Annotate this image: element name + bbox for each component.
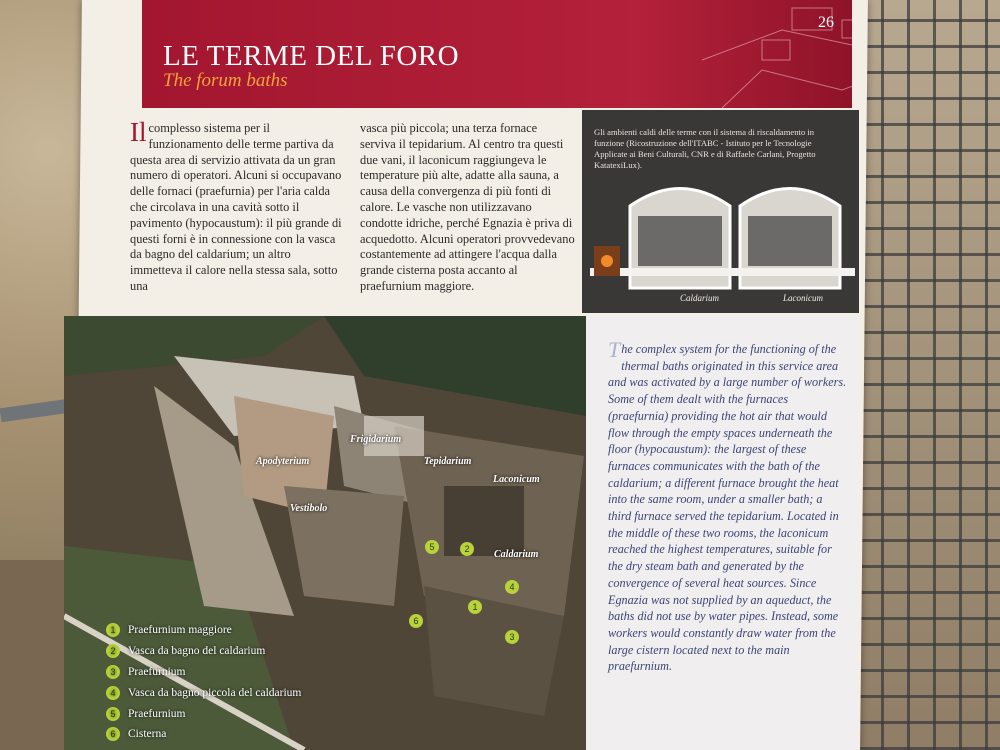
legend-item bbox=[106, 620, 366, 641]
reconstruction-caption: Gli ambienti caldi delle terme con il sistema di riscaldamento in funzione (Ricostruzione dell'ITABC - Istituto per le Tecnologie Applicate ai Beni Culturali, CNR e di Raffaele Carlani, Progetto KatatexiLux). bbox=[594, 127, 816, 170]
legend-item-label: Vasca da bagno piccola del caldarium bbox=[128, 686, 302, 699]
reconstruction-label-laconicum: Laconicum bbox=[783, 293, 823, 303]
legend bbox=[106, 620, 366, 745]
page-number: 26 bbox=[818, 14, 834, 31]
english-text-body: he complex system for the functioning of the thermal baths originated in this service area and was activated by a large number of workers. Some of them dealt with the furnaces (praefurnia) providing the hot air that would flow through the empty spaces underneath the floor (hypocaustum): the largest of these furnaces communicates with the bath of the caldarium; a different furnace brought the heat into the same room, under a smaller bath; a third furnace served the tepidarium. Located in the middle of these two rooms, the laconicum reached the highest temperatures, suitable for the dry steam bath and generated by the convergence of several heat sources. Since Egnazia was not supplied by an aqueduct, the baths did not use by water pipes. Instead, some workers would constantly draw water from the large cistern located next to the main praefurnium. bbox=[608, 342, 847, 674]
map-pin-6: 6 bbox=[409, 614, 423, 628]
reconstruction-cross-section bbox=[590, 176, 855, 294]
aerial-label-tepidarium: Tepidarium bbox=[424, 456, 472, 467]
legend-item bbox=[106, 724, 366, 745]
map-pin-5: 5 bbox=[425, 540, 439, 554]
aerial-label-frigidarium: Frigidarium bbox=[350, 434, 402, 445]
italian-drop-cap: Il bbox=[130, 117, 147, 147]
aerial-label-apodyterium: Apodyterium bbox=[256, 456, 310, 467]
legend-item bbox=[106, 682, 366, 703]
english-drop-cap: T bbox=[608, 337, 621, 362]
legend-item bbox=[106, 703, 366, 724]
legend-number-badge: 1 bbox=[106, 623, 120, 637]
map-pin-3: 3 bbox=[505, 630, 519, 644]
aerial-label-caldarium: Caldarium bbox=[494, 549, 539, 560]
italian-text-column-1 bbox=[130, 117, 342, 295]
legend-number-badge: 2 bbox=[106, 644, 120, 658]
page-title: LE TERME DEL FORO bbox=[163, 40, 460, 72]
legend-number-badge: 6 bbox=[106, 727, 120, 741]
legend-item-label: Vasca da bagno del caldarium bbox=[128, 645, 266, 658]
legend-item-label: Cisterna bbox=[128, 728, 167, 741]
italian-text-col1-body: complesso sistema per il funzionamento delle terme partiva da questa area di servizio attivata da un gran numero di operatori. Alcuni si occupavano delle fornaci (praefurnia) per l'aria calda che circolava in una cavità sotto il pavimento (hypocaustum): il più grande di questi forni è in connessione con la vasca da bagno del caldarium; un altro immetteva il calore nella stessa sala, sotto una bbox=[130, 121, 342, 293]
legend-item bbox=[106, 641, 366, 662]
map-pin-2: 2 bbox=[460, 542, 474, 556]
aerial-label-laconicum: Laconicum bbox=[493, 474, 540, 485]
legend-number-badge: 3 bbox=[106, 665, 120, 679]
metal-railing bbox=[855, 0, 1000, 750]
legend-number-badge: 5 bbox=[106, 707, 120, 721]
legend-item bbox=[106, 662, 366, 683]
map-pin-1: 1 bbox=[468, 600, 482, 614]
reconstruction-label-caldarium: Caldarium bbox=[680, 293, 720, 303]
legend-number-badge: 4 bbox=[106, 686, 120, 700]
legend-item-label: Praefurnium maggiore bbox=[128, 624, 232, 637]
aerial-label-vestibolo: Vestibolo bbox=[290, 503, 328, 514]
legend-item-label: Praefurnium bbox=[128, 707, 186, 720]
italian-text-column-2: vasca più piccola; una terza fornace serviva il tepidarium. Al centro tra questi due vani, il laconicum raggiungeva le temperature più alte, adatte alla sauna, a causa della convergenza di più fonti di calore. Le vasche non utilizzavano condotte idriche, perché Egnazia è priva di acquedotto. Alcuni operatori provvedevano costantemente ad attingere l'acqua dalla grande cisterna posta accanto al praefurnium maggiore. bbox=[360, 121, 575, 293]
map-pin-4: 4 bbox=[505, 580, 519, 594]
english-text bbox=[608, 337, 848, 675]
legend-item-label: Praefurnium bbox=[128, 665, 186, 678]
page-subtitle: The forum baths bbox=[163, 70, 288, 91]
